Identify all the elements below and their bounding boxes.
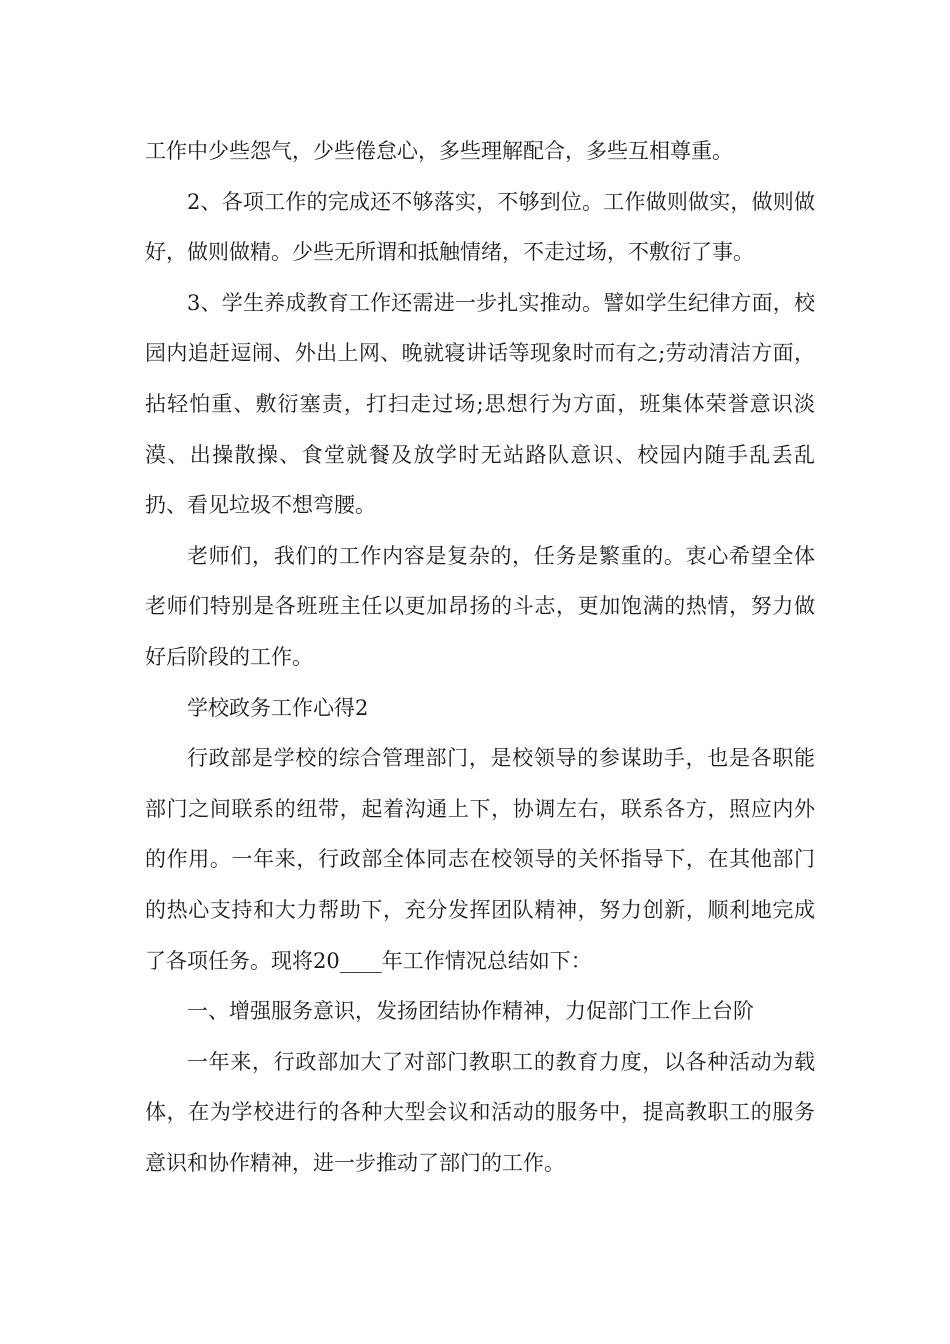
section-title: 学校政务工作心得2: [187, 695, 369, 720]
paragraph-continuation: 工作中少些怨气，少些倦怠心，多些理解配合，多些互相尊重。: [145, 139, 733, 163]
document-body: [145, 126, 815, 1188]
paragraph-item-3: 3、学生养成教育工作还需进一步扎实推动。譬如学生纪律方面，校园内追赶逗闹、外出上网、晚就寝讲话等现象时而有之;劳动清洁方面，拈轻怕重、敷衍塞责，打扫走过场;思想行为方面，班集体荣誉意识淡漠、出操散操、食堂就餐及放学时无站路队意识、校园内随手乱丢乱扔、看见垃圾不想弯腰。: [145, 290, 815, 518]
paragraph-item-2: 2、各项工作的完成还不够落实，不够到位。工作做则做实，做则做好，做则做精。少些无所谓和抵触情绪，不走过场，不敷衍了事。: [145, 189, 815, 265]
paragraph-service: 一年来，行政部加大了对部门教职工的教育力度，以各种活动为载体，在为学校进行的各种大型会议和活动的服务中，提高教职工的服务意识和协作精神，进一步推动了部门的工作。: [145, 1049, 815, 1175]
paragraph-admin-intro: 行政部是学校的综合管理部门，是校领导的参谋助手，也是各职能部门之间联系的纽带，起着沟通上下，协调左右，联系各方，照应内外的作用。一年来，行政部全体同志在校领导的关怀指导下，在其他部门的热心支持和大力帮助下，充分发挥团队精神，努力创新，顺利地完成了各项任务。现将20____年工作情况总结如下：: [145, 746, 815, 973]
subheading-one: 一、增强服务意识，发扬团结协作精神，力促部门工作上台阶: [187, 999, 754, 1024]
paragraph-teachers: 老师们，我们的工作内容是复杂的，任务是繁重的。衷心希望全体老师们特别是各班班主任以更加昂扬的斗志，更加饱满的热情，努力做好后阶段的工作。: [145, 543, 815, 669]
